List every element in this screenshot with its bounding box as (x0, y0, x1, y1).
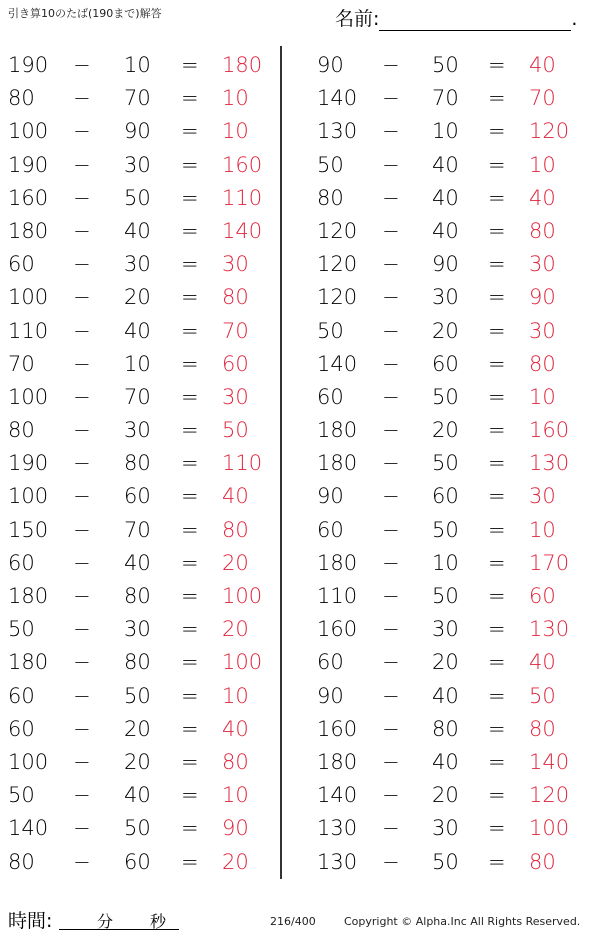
answer: 10 (529, 384, 556, 409)
equals-sign: = (488, 849, 506, 874)
minus-sign: − (382, 285, 400, 310)
answer: 80 (529, 218, 556, 243)
minus-sign: − (73, 484, 91, 509)
answer: 10 (222, 86, 249, 111)
minus-sign: − (382, 252, 400, 277)
subtrahend: 30 (432, 816, 459, 841)
answer: 30 (222, 252, 249, 277)
equals-sign: = (181, 849, 199, 874)
equals-sign: = (181, 318, 199, 343)
minus-sign: − (382, 152, 400, 177)
minuend: 110 (317, 584, 358, 608)
minus-sign: − (73, 218, 91, 243)
minuend: 80 (8, 849, 35, 874)
subtrahend: 30 (432, 285, 459, 310)
equals-sign: = (488, 683, 506, 708)
minus-sign: − (382, 716, 400, 741)
minus-sign: − (382, 749, 400, 774)
minus-sign: − (382, 783, 400, 808)
minus-sign: − (73, 584, 91, 608)
name-line (379, 8, 571, 31)
equals-sign: = (488, 252, 506, 277)
subtrahend: 40 (432, 218, 459, 243)
subtrahend: 80 (124, 650, 151, 675)
minus-sign: − (382, 484, 400, 509)
minuend: 180 (8, 218, 49, 243)
equals-sign: = (181, 351, 199, 376)
minus-sign: − (73, 351, 91, 376)
answer: 50 (222, 418, 249, 443)
minuend: 190 (8, 152, 49, 177)
minuend: 60 (317, 517, 344, 542)
subtrahend: 20 (432, 418, 459, 443)
answer: 10 (222, 683, 249, 708)
equals-sign: = (181, 683, 199, 708)
answer: 80 (529, 351, 556, 376)
answer: 40 (529, 53, 556, 77)
minuend: 80 (8, 86, 35, 111)
minuend: 80 (8, 418, 35, 443)
minus-sign: − (73, 617, 91, 642)
subtrahend: 50 (124, 185, 151, 210)
minus-sign: − (73, 816, 91, 841)
subtrahend: 50 (124, 816, 151, 841)
minuend: 180 (317, 550, 358, 575)
answer: 80 (222, 517, 249, 542)
minuend: 120 (317, 218, 358, 243)
equals-sign: = (181, 86, 199, 111)
minuend: 70 (8, 351, 35, 376)
subtrahend: 50 (124, 683, 151, 708)
subtrahend: 90 (124, 119, 151, 144)
minus-sign: − (73, 683, 91, 708)
answer: 80 (222, 285, 249, 310)
minuend: 50 (8, 617, 35, 642)
minus-sign: − (73, 252, 91, 277)
page-number: 216/400 (270, 915, 316, 928)
answer: 30 (222, 384, 249, 409)
equals-sign: = (488, 749, 506, 774)
minus-sign: − (382, 185, 400, 210)
equals-sign: = (488, 650, 506, 675)
equals-sign: = (181, 285, 199, 310)
subtrahend: 50 (432, 451, 459, 476)
minus-sign: − (73, 285, 91, 310)
answer: 170 (529, 550, 570, 575)
minus-sign: − (73, 517, 91, 542)
answer: 40 (222, 716, 249, 741)
answer: 30 (529, 252, 556, 277)
minus-sign: − (73, 185, 91, 210)
subtrahend: 10 (432, 119, 459, 144)
seconds-label: 秒 (150, 912, 167, 931)
answer: 40 (222, 484, 249, 509)
minuend: 60 (8, 550, 35, 575)
minuend: 90 (317, 53, 344, 77)
subtrahend: 80 (124, 451, 151, 476)
worksheet-title: 引き算10のたば(190まで)解答 (8, 7, 162, 20)
answer: 70 (529, 86, 556, 111)
minuend: 140 (317, 783, 358, 808)
minus-sign: − (73, 384, 91, 409)
minuend: 180 (317, 418, 358, 443)
equals-sign: = (181, 484, 199, 509)
minus-sign: − (382, 683, 400, 708)
answer: 160 (222, 152, 263, 177)
minuend: 90 (317, 484, 344, 509)
name-end: . (571, 8, 578, 30)
subtrahend: 20 (124, 716, 151, 741)
answer: 20 (222, 849, 249, 874)
minuend: 60 (8, 252, 35, 277)
answer: 70 (222, 318, 249, 343)
subtrahend: 50 (432, 517, 459, 542)
equals-sign: = (488, 285, 506, 310)
equals-sign: = (181, 517, 199, 542)
minus-sign: − (73, 783, 91, 808)
minuend: 180 (317, 451, 358, 476)
equals-sign: = (181, 749, 199, 774)
answer: 110 (222, 451, 263, 476)
minus-sign: − (73, 550, 91, 575)
equals-sign: = (181, 816, 199, 841)
answer: 90 (222, 816, 249, 841)
answer: 120 (529, 119, 570, 144)
subtrahend: 30 (124, 152, 151, 177)
minus-sign: − (73, 86, 91, 111)
answer: 40 (529, 650, 556, 675)
answer: 20 (222, 617, 249, 642)
minuend: 180 (8, 584, 49, 608)
answer: 10 (529, 152, 556, 177)
minus-sign: − (382, 53, 400, 77)
minus-sign: − (382, 584, 400, 608)
minuend: 100 (8, 749, 49, 774)
minuend: 100 (8, 119, 49, 144)
name-label: 名前: (335, 8, 380, 30)
minuend: 100 (8, 384, 49, 409)
equals-sign: = (488, 418, 506, 443)
minus-sign: − (382, 451, 400, 476)
answer: 130 (529, 617, 570, 642)
minus-sign: − (73, 716, 91, 741)
equals-sign: = (181, 53, 199, 77)
equals-sign: = (488, 716, 506, 741)
answer: 120 (529, 783, 570, 808)
subtrahend: 80 (432, 716, 459, 741)
minuend: 50 (8, 783, 35, 808)
equals-sign: = (488, 384, 506, 409)
subtrahend: 40 (432, 749, 459, 774)
equals-sign: = (488, 617, 506, 642)
minuend: 100 (8, 285, 49, 310)
minus-sign: − (382, 550, 400, 575)
answer: 100 (529, 816, 570, 841)
copyright-notice: Copyright © Alpha.Inc All Rights Reserved. (344, 915, 581, 928)
subtrahend: 10 (432, 550, 459, 575)
equals-sign: = (181, 617, 199, 642)
answer: 30 (529, 484, 556, 509)
minuend: 130 (317, 119, 358, 144)
answer: 10 (222, 119, 249, 144)
minuend: 60 (317, 650, 344, 675)
answer: 60 (222, 351, 249, 376)
equals-sign: = (181, 252, 199, 277)
subtrahend: 40 (432, 152, 459, 177)
minuend: 60 (8, 683, 35, 708)
minus-sign: − (382, 351, 400, 376)
subtrahend: 50 (432, 384, 459, 409)
minus-sign: − (382, 86, 400, 111)
minuend: 50 (317, 318, 344, 343)
subtrahend: 30 (124, 617, 151, 642)
subtrahend: 20 (432, 650, 459, 675)
answer: 110 (222, 185, 263, 210)
answer: 140 (222, 218, 263, 243)
minus-sign: − (382, 617, 400, 642)
equals-sign: = (488, 783, 506, 808)
minus-sign: − (73, 318, 91, 343)
equals-sign: = (181, 584, 199, 608)
equals-sign: = (488, 484, 506, 509)
subtrahend: 40 (432, 683, 459, 708)
subtrahend: 40 (124, 783, 151, 808)
subtrahend: 10 (124, 53, 151, 77)
equals-sign: = (181, 783, 199, 808)
column-divider (280, 46, 282, 879)
equals-sign: = (181, 218, 199, 243)
equals-sign: = (488, 584, 506, 608)
answer: 80 (529, 849, 556, 874)
subtrahend: 70 (432, 86, 459, 111)
answer: 30 (529, 318, 556, 343)
subtrahend: 30 (124, 418, 151, 443)
equals-sign: = (181, 550, 199, 575)
subtrahend: 20 (432, 783, 459, 808)
minus-sign: − (382, 816, 400, 841)
subtrahend: 50 (432, 53, 459, 77)
equals-sign: = (181, 152, 199, 177)
minuend: 80 (317, 185, 344, 210)
subtrahend: 20 (432, 318, 459, 343)
minuend: 190 (8, 451, 49, 476)
equals-sign: = (488, 451, 506, 476)
answer: 160 (529, 418, 570, 443)
subtrahend: 70 (124, 517, 151, 542)
equals-sign: = (181, 716, 199, 741)
subtrahend: 60 (124, 484, 151, 509)
minus-sign: − (73, 152, 91, 177)
minus-sign: − (73, 418, 91, 443)
answer: 100 (222, 650, 263, 675)
equals-sign: = (488, 218, 506, 243)
minuend: 160 (317, 716, 358, 741)
minuend: 100 (8, 484, 49, 509)
answer: 40 (529, 185, 556, 210)
equals-sign: = (181, 185, 199, 210)
minus-sign: − (73, 451, 91, 476)
answer: 80 (222, 749, 249, 774)
minutes-label: 分 (97, 912, 114, 931)
equals-sign: = (181, 418, 199, 443)
minus-sign: − (382, 218, 400, 243)
subtrahend: 50 (432, 584, 459, 608)
equals-sign: = (488, 517, 506, 542)
answer: 90 (529, 285, 556, 310)
minus-sign: − (382, 318, 400, 343)
answer: 130 (529, 451, 570, 476)
minuend: 140 (317, 86, 358, 111)
minuend: 120 (317, 285, 358, 310)
subtrahend: 40 (124, 318, 151, 343)
minus-sign: − (382, 650, 400, 675)
equals-sign: = (488, 816, 506, 841)
minuend: 130 (317, 816, 358, 841)
subtrahend: 30 (432, 617, 459, 642)
minuend: 60 (8, 716, 35, 741)
subtrahend: 40 (432, 185, 459, 210)
equals-sign: = (181, 384, 199, 409)
answer: 60 (529, 584, 556, 608)
answer: 100 (222, 584, 263, 608)
answer: 20 (222, 550, 249, 575)
subtrahend: 30 (124, 252, 151, 277)
minus-sign: − (73, 849, 91, 874)
subtrahend: 60 (432, 484, 459, 509)
minuend: 60 (317, 384, 344, 409)
minus-sign: − (73, 749, 91, 774)
minuend: 180 (317, 749, 358, 774)
minus-sign: − (73, 119, 91, 144)
minuend: 160 (8, 185, 49, 210)
time-label: 時間: (8, 910, 53, 932)
subtrahend: 90 (432, 252, 459, 277)
subtrahend: 40 (124, 218, 151, 243)
equals-sign: = (488, 86, 506, 111)
minuend: 120 (317, 252, 358, 277)
minuend: 190 (8, 53, 49, 77)
equals-sign: = (181, 451, 199, 476)
minuend: 180 (8, 650, 49, 675)
subtrahend: 10 (124, 351, 151, 376)
minuend: 130 (317, 849, 358, 874)
equals-sign: = (488, 351, 506, 376)
minus-sign: − (73, 53, 91, 77)
minus-sign: − (382, 384, 400, 409)
equals-sign: = (488, 152, 506, 177)
answer: 180 (222, 53, 263, 77)
subtrahend: 70 (124, 86, 151, 111)
minuend: 140 (317, 351, 358, 376)
answer: 10 (529, 517, 556, 542)
subtrahend: 20 (124, 749, 151, 774)
name-field (335, 4, 577, 31)
equals-sign: = (181, 650, 199, 675)
answer: 50 (529, 683, 556, 708)
equals-sign: = (488, 119, 506, 144)
subtrahend: 70 (124, 384, 151, 409)
minus-sign: − (73, 650, 91, 675)
subtrahend: 50 (432, 849, 459, 874)
minus-sign: − (382, 517, 400, 542)
answer: 140 (529, 749, 570, 774)
minuend: 140 (8, 816, 49, 841)
equals-sign: = (488, 185, 506, 210)
minus-sign: − (382, 849, 400, 874)
minus-sign: − (382, 418, 400, 443)
equals-sign: = (488, 550, 506, 575)
minuend: 90 (317, 683, 344, 708)
equals-sign: = (488, 318, 506, 343)
subtrahend: 80 (124, 584, 151, 608)
equals-sign: = (181, 119, 199, 144)
answer: 80 (529, 716, 556, 741)
minus-sign: − (382, 119, 400, 144)
subtrahend: 60 (432, 351, 459, 376)
minuend: 160 (317, 617, 358, 642)
answer: 10 (222, 783, 249, 808)
equals-sign: = (488, 53, 506, 77)
subtrahend: 60 (124, 849, 151, 874)
minuend: 150 (8, 517, 49, 542)
minuend: 110 (8, 318, 49, 343)
subtrahend: 40 (124, 550, 151, 575)
subtrahend: 20 (124, 285, 151, 310)
minuend: 50 (317, 152, 344, 177)
